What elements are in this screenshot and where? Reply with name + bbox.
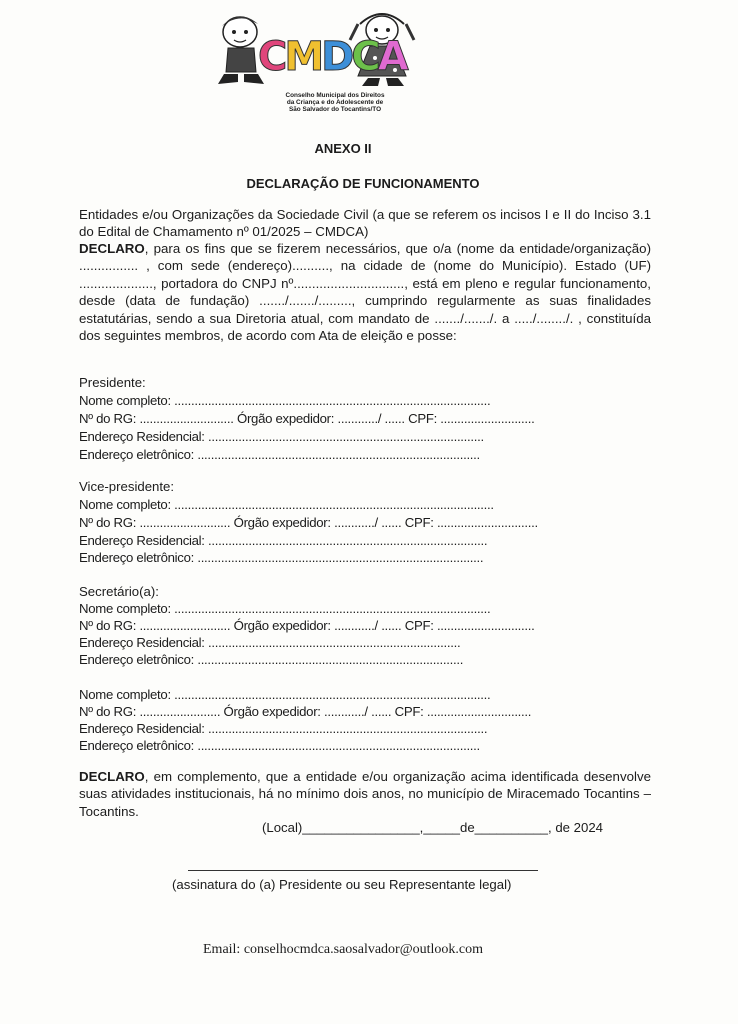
- declaro-label: DECLARO: [79, 769, 145, 784]
- member-address-field: Endereço Residencial: ...................................................................................: [79, 721, 488, 736]
- declaration-paragraph: [79, 240, 651, 344]
- member-name-field: Nome completo: ..............................................................................................: [79, 601, 491, 616]
- annex-heading: ANEXO II: [314, 141, 372, 156]
- intro-text: Entidades e/ou Organizações da Sociedade Civil (a que se referem os incisos I e II do Inciso 3.1 do Edital de Chamamento nº 01/2025 – CMDCA): [79, 207, 651, 240]
- logo-caption-line: São Salvador do Tocantins/TO: [288, 106, 382, 113]
- logo-caption: [260, 92, 410, 113]
- signature-line: [188, 870, 538, 871]
- logo-letter: C: [258, 34, 285, 80]
- member-rg-field: Nº do RG: ............................ Órgão expedidor: ............/ ...... CPF: ............................: [79, 411, 535, 426]
- member-rg-field: Nº do RG: ........................... Órgão expedidor: ............/ ...... CPF: ..............................: [79, 515, 538, 530]
- member-name-field: Nome completo: ..............................................................................................: [79, 393, 491, 408]
- member-role: Presidente:: [79, 375, 146, 390]
- complement-paragraph: [79, 768, 651, 820]
- member-rg-field: Nº do RG: ........................ Órgão expedidor: ............/ ...... CPF: ...............................: [79, 704, 532, 719]
- member-email-field: Endereço eletrônico: ...............................................................................: [79, 652, 464, 667]
- member-role: Secretário(a):: [79, 584, 159, 599]
- member-name-field: Nome completo: ...............................................................................................: [79, 497, 494, 512]
- cmdca-logo: [210, 10, 430, 125]
- intro-paragraph: [79, 206, 651, 241]
- footer-email: Email: conselhocmdca.saosalvador@outlook.com: [203, 942, 483, 957]
- member-rg-field: Nº do RG: ........................... Órgão expedidor: ............/ ...... CPF: .............................: [79, 618, 535, 633]
- complement-text: , em complemento, que a entidade e/ou organização acima identificada desenvolve suas atividades institucionais, há no mínimo dois anos, no município de Miracemado Tocantins – Tocantins.: [79, 769, 651, 819]
- logo-letter: D: [321, 34, 352, 80]
- declaration-text: , para os fins que se fizerem necessários, que o/a (nome da entidade/organização) ................ , com sede (endereço).........., na cidade de (nome do Município). Estado (UF) ...................., portadora do CNPJ nº.............................., está em pleno e regular funcionamento, desde (data de fundação) ......./......./........., cumprindo regularmente as suas finalidades estatutárias, sendo a sua Diretoria atual, com mandato de ......./......./. a ...../......../. , constituída dos seguintes membros, de acordo com Ata de eleição e posse:: [79, 241, 651, 344]
- member-email-field: Endereço eletrônico: ....................................................................................: [79, 738, 480, 753]
- logo-letter: M: [284, 34, 322, 80]
- document-title: DECLARAÇÃO DE FUNCIONAMENTO: [246, 176, 480, 191]
- member-address-field: Endereço Residencial: ..................................................................................: [79, 429, 484, 444]
- member-role: Vice-presidente:: [79, 479, 175, 494]
- logo-letter: C: [351, 34, 378, 80]
- member-email-field: Endereço eletrônico: ....................................................................................: [79, 447, 480, 462]
- declaro-label: DECLARO: [79, 241, 145, 256]
- logo-letter: A: [377, 34, 406, 80]
- logo-caption-line: da Criança e do Adolescente de: [286, 99, 384, 106]
- member-name-field: Nome completo: ..............................................................................................: [79, 687, 491, 702]
- place-date-line: (Local)________________,_____de__________, de 2024: [262, 820, 604, 835]
- member-address-field: Endereço Residencial: ...........................................................................: [79, 635, 461, 650]
- logo-wordmark: [258, 34, 406, 80]
- signature-caption: (assinatura do (a) Presidente ou seu Representante legal): [172, 877, 512, 892]
- member-address-field: Endereço Residencial: ...................................................................................: [79, 533, 488, 548]
- member-email-field: Endereço eletrônico: .....................................................................................: [79, 550, 484, 565]
- logo-caption-line: Conselho Municipal dos Direitos: [285, 92, 385, 99]
